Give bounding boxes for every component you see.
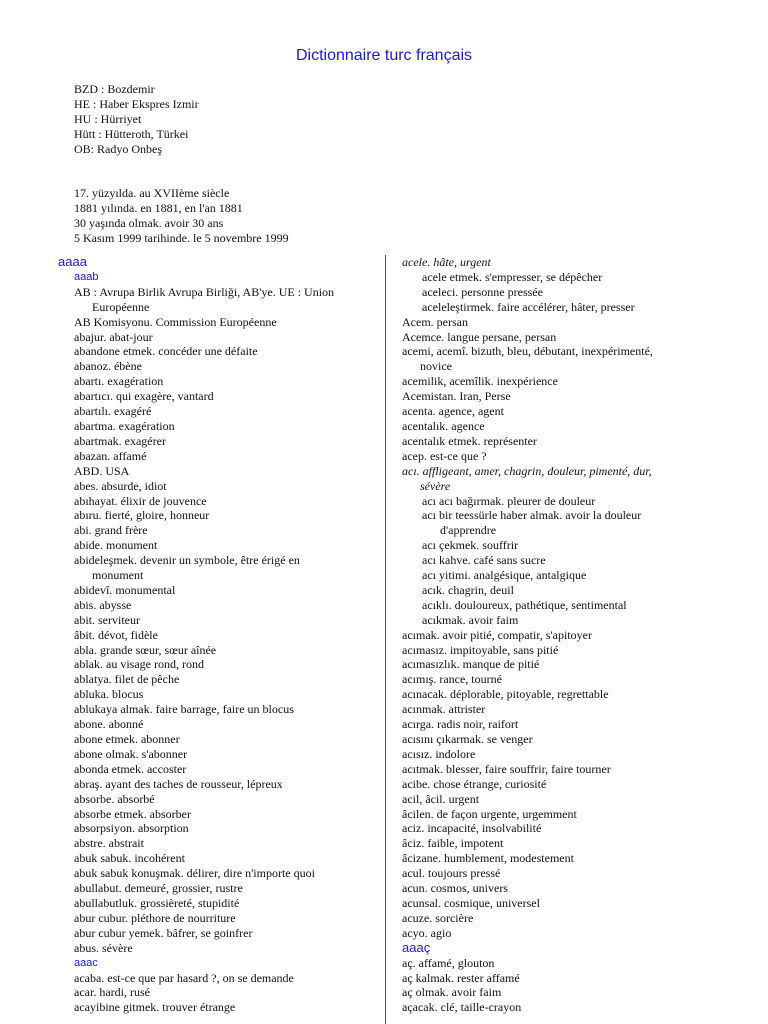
entry-text: acemi, acemî. bizuth, bleu, débutant, inexpérimenté, bbox=[402, 344, 653, 359]
dictionary-entry bbox=[402, 702, 702, 717]
dictionary-entry bbox=[402, 330, 702, 345]
abbreviation-item: OB: Radyo Onbeş bbox=[74, 142, 162, 156]
dictionary-entry bbox=[402, 881, 702, 896]
entry-text: acısını çıkarmak. se venger bbox=[402, 732, 533, 746]
entry-text: abes. absurde, idiot bbox=[74, 478, 167, 493]
dictionary-entry bbox=[402, 404, 702, 419]
entry-text: abone etmek. abonner bbox=[74, 732, 180, 746]
entry-text: abonda etmek. accoster bbox=[74, 761, 187, 776]
abbreviation-item: Hütt : Hütteroth, Türkei bbox=[74, 127, 189, 141]
dictionary-entry bbox=[58, 389, 376, 404]
dictionary-entry bbox=[402, 508, 702, 538]
example-item: 30 yaşında olmak. avoir 30 ans bbox=[74, 216, 224, 230]
dictionary-entry bbox=[402, 985, 702, 1000]
dictionary-entry bbox=[58, 985, 376, 1000]
entry-text: aaaa bbox=[58, 254, 87, 269]
entry-text: ablukaya almak. faire barrage, faire un blocus bbox=[74, 702, 294, 717]
entry-text: acımak. avoir pitié, compatir, s'apitoyer bbox=[402, 627, 592, 642]
entry-text: abıru. fierté, gloire, honneur bbox=[74, 508, 210, 523]
entry-text: acele. hâte, urgent bbox=[402, 255, 491, 269]
abbreviation-item: BZD : Bozdemir bbox=[74, 82, 155, 96]
example-item: 1881 yılında. en 1881, en l'an 1881 bbox=[74, 201, 243, 215]
dictionary-entry bbox=[58, 434, 376, 449]
entry-text: âciz. faible, impotent bbox=[402, 836, 504, 851]
entry-text: acele etmek. s'empresser, se dépêcher bbox=[422, 269, 603, 284]
dictionary-entry bbox=[402, 657, 702, 672]
dictionary-entry bbox=[58, 404, 376, 419]
dictionary-entry bbox=[58, 508, 376, 523]
entry-text: acep. est-ce que ? bbox=[402, 448, 487, 463]
entry-text: acınmak. attrister bbox=[402, 702, 486, 717]
dictionary-entry bbox=[58, 866, 376, 881]
dictionary-entry bbox=[402, 643, 702, 658]
dictionary-entry bbox=[58, 926, 376, 941]
dictionary-entry bbox=[402, 419, 702, 434]
dictionary-entry bbox=[402, 956, 702, 971]
dictionary-entry bbox=[58, 881, 376, 896]
dictionary-entry bbox=[402, 344, 702, 374]
entry-text: acı yitimi. analgésique, antalgique bbox=[422, 568, 587, 583]
entry-text: abazan. affamé bbox=[74, 448, 147, 463]
dictionary-entry bbox=[402, 255, 702, 270]
dictionary-entry bbox=[58, 613, 376, 628]
entry-text: acyo. agio bbox=[402, 925, 452, 940]
dictionary-entry bbox=[402, 583, 702, 598]
entry-text: Acemce. langue persane, persan bbox=[402, 329, 557, 344]
dictionary-entry bbox=[402, 538, 702, 553]
entry-text: acı acı bağırmak. pleurer de douleur bbox=[422, 493, 596, 508]
entry-text: abus. sévère bbox=[74, 940, 133, 955]
entry-continuation: monument bbox=[92, 568, 144, 583]
dictionary-entry bbox=[58, 821, 376, 836]
dictionary-entry bbox=[58, 851, 376, 866]
dictionary-entry bbox=[58, 598, 376, 613]
entry-text: acıklı. douloureux, pathétique, sentimental bbox=[422, 597, 627, 612]
entry-continuation: d'apprendre bbox=[440, 523, 497, 538]
entry-text: aceleleştirmek. faire accélérer, hâter, presser bbox=[422, 299, 635, 314]
subsection-header bbox=[58, 270, 376, 285]
entry-text: açacak. clé, taille-crayon bbox=[402, 1000, 522, 1015]
dictionary-entry bbox=[58, 717, 376, 732]
dictionary-entry bbox=[402, 926, 702, 941]
abbreviation-item: HU : Hürriyet bbox=[74, 112, 142, 126]
dictionary-entry bbox=[58, 359, 376, 374]
entry-text: aceleci. personne pressée bbox=[422, 284, 543, 299]
dictionary-entry bbox=[58, 315, 376, 330]
entry-text: acar. hardi, rusé bbox=[74, 985, 150, 1000]
dictionary-entry bbox=[402, 777, 702, 792]
dictionary-entry bbox=[58, 657, 376, 672]
entry-text: abide. monument bbox=[74, 538, 158, 553]
dictionary-entry bbox=[402, 792, 702, 807]
dictionary-entry bbox=[58, 523, 376, 538]
entry-text: acaba. est-ce que par hasard ?, on se demande bbox=[74, 970, 294, 985]
entry-text: acıkmak. avoir faim bbox=[422, 612, 519, 627]
entry-text: abis. abysse bbox=[74, 597, 132, 612]
entry-text: abullabut. demeuré, grossier, rustre bbox=[74, 881, 243, 896]
dictionary-entry bbox=[58, 330, 376, 345]
dictionary-entry bbox=[402, 866, 702, 881]
dictionary-entry bbox=[402, 389, 702, 404]
dictionary-entry bbox=[58, 494, 376, 509]
entry-text: Acem. persan bbox=[402, 314, 468, 329]
dictionary-entry bbox=[402, 1000, 702, 1015]
entry-text: acırga. radis noir, raifort bbox=[402, 717, 519, 732]
entry-text: âcilen. de façon urgente, urgemment bbox=[402, 806, 577, 821]
dictionary-entry bbox=[402, 762, 702, 777]
dictionary-entry bbox=[58, 344, 376, 359]
entry-text: abstre. abstrait bbox=[74, 836, 144, 851]
entry-text: absorbe etmek. absorber bbox=[74, 806, 191, 821]
dictionary-entry bbox=[58, 672, 376, 687]
entry-text: acibe. chose étrange, curiosité bbox=[402, 776, 547, 791]
dictionary-entry bbox=[58, 1000, 376, 1015]
dictionary-entry bbox=[402, 494, 702, 509]
entry-text: acentalık. agence bbox=[402, 418, 485, 433]
dictionary-entry bbox=[402, 821, 702, 836]
entry-text: aciz. incapacité, insolvabilité bbox=[402, 821, 542, 836]
dictionary-entry bbox=[58, 687, 376, 702]
entry-text: abajur. abat-jour bbox=[74, 329, 153, 344]
abbreviation-list bbox=[74, 82, 199, 157]
dictionary-entry bbox=[402, 285, 702, 300]
dictionary-entry bbox=[58, 419, 376, 434]
entry-text: âcizane. humblement, modestement bbox=[402, 851, 574, 866]
dictionary-entry bbox=[402, 971, 702, 986]
dictionary-entry bbox=[402, 315, 702, 330]
left-column bbox=[58, 255, 376, 1015]
dictionary-entry bbox=[402, 598, 702, 613]
dictionary-entry bbox=[402, 613, 702, 628]
entry-text: aç olmak. avoir faim bbox=[402, 985, 502, 1000]
entry-text: acımasız. impitoyable, sans pitié bbox=[402, 642, 559, 657]
entry-text: abi. grand frère bbox=[74, 523, 148, 538]
dictionary-entry bbox=[58, 464, 376, 479]
entry-text: aç kalmak. rester affamé bbox=[402, 970, 520, 985]
entry-text: acımış. rance, tourné bbox=[402, 672, 502, 687]
entry-text: aaab bbox=[74, 270, 99, 283]
entry-text: acık. chagrin, deuil bbox=[422, 582, 514, 597]
dictionary-entry bbox=[58, 538, 376, 553]
entry-text: abuk sabuk. incohérent bbox=[74, 851, 185, 866]
dictionary-entry bbox=[58, 374, 376, 389]
entry-text: abur cubur. pléthore de nourriture bbox=[74, 910, 236, 925]
entry-text: abartma. exagération bbox=[74, 418, 175, 433]
dictionary-entry bbox=[58, 449, 376, 464]
dictionary-entry bbox=[58, 643, 376, 658]
entry-text: acıtmak. blesser, faire souffrir, faire tourner bbox=[402, 761, 611, 776]
dictionary-entry bbox=[58, 583, 376, 598]
entry-text: abıhayat. élixir de jouvence bbox=[74, 493, 207, 508]
entry-continuation: sévère bbox=[420, 478, 451, 493]
entry-text: abidevî. monumental bbox=[74, 582, 176, 597]
entry-text: acun. cosmos, univers bbox=[402, 881, 508, 896]
entry-text: abluka. blocus bbox=[74, 687, 144, 702]
dictionary-entry bbox=[402, 374, 702, 389]
dictionary-entry bbox=[402, 717, 702, 732]
column-divider bbox=[385, 255, 386, 1024]
entry-text: acayibine gitmek. trouver étrange bbox=[74, 1000, 236, 1015]
entry-text: abartıcı. qui exagère, vantard bbox=[74, 389, 214, 404]
dictionary-entry bbox=[402, 851, 702, 866]
dictionary-entry bbox=[58, 792, 376, 807]
dictionary-entry bbox=[402, 434, 702, 449]
entry-text: acı çekmek. souffrir bbox=[422, 538, 519, 553]
entry-text: abartılı. exagéré bbox=[74, 404, 152, 419]
dictionary-entry bbox=[402, 449, 702, 464]
entry-text: acenta. agence, agent bbox=[402, 404, 504, 419]
entry-text: âbit. dévot, fidèle bbox=[74, 627, 158, 642]
example-item: 17. yüzyılda. au XVIIème siècle bbox=[74, 186, 230, 200]
entry-text: aaaç bbox=[402, 939, 431, 955]
page-title: Dictionnaire turc français bbox=[295, 47, 473, 64]
dictionary-entry bbox=[58, 941, 376, 956]
entry-text: acınacak. déplorable, pitoyable, regrettable bbox=[402, 687, 609, 702]
entry-text: abuk sabuk konuşmak. délirer, dire n'importe quoi bbox=[74, 866, 315, 881]
dictionary-entry bbox=[402, 836, 702, 851]
dictionary-entry bbox=[58, 479, 376, 494]
dictionary-entry bbox=[58, 285, 376, 315]
dictionary-entry bbox=[58, 911, 376, 926]
entry-text: abanoz. ébène bbox=[74, 359, 142, 374]
dictionary-entry bbox=[402, 807, 702, 822]
entry-text: abullabutluk. grossièreté, stupidité bbox=[74, 895, 240, 910]
entry-text: acunsal. cosmique, universel bbox=[402, 895, 540, 910]
entry-text: acul. toujours pressé bbox=[402, 866, 501, 881]
dictionary-entry bbox=[402, 747, 702, 762]
entry-text: acemilik, acemîlik. inexpérience bbox=[402, 374, 558, 389]
dictionary-entry bbox=[58, 747, 376, 762]
dictionary-entry bbox=[58, 896, 376, 911]
entry-text: acısız. indolore bbox=[402, 746, 476, 761]
section-header bbox=[58, 255, 376, 270]
entry-text: abla. grande sœur, sœur aînée bbox=[74, 642, 217, 657]
dictionary-entry bbox=[58, 807, 376, 822]
entry-text: ABD. USA bbox=[74, 463, 130, 478]
entry-continuation: Européenne bbox=[92, 299, 150, 314]
subsection-header bbox=[58, 956, 376, 971]
dictionary-entry bbox=[402, 732, 702, 747]
section-header bbox=[402, 941, 702, 956]
entry-text: abone olmak. s'abonner bbox=[74, 746, 188, 761]
entry-text: abit. serviteur bbox=[74, 612, 140, 627]
abbreviation-item: HE : Haber Ekspres Izmir bbox=[74, 97, 199, 111]
entry-text: abur cubur yemek. bâfrer, se goinfrer bbox=[74, 925, 253, 940]
dictionary-entry bbox=[402, 911, 702, 926]
dictionary-entry bbox=[58, 777, 376, 792]
entry-text: abone. abonné bbox=[74, 717, 144, 732]
entry-text: abandone etmek. concéder une défaite bbox=[74, 344, 258, 359]
entry-text: acı. affligeant, amer, chagrin, douleur, pimenté, dur, bbox=[402, 463, 652, 478]
entry-text: ablatya. filet de pêche bbox=[74, 672, 180, 687]
entry-text: absorpsiyon. absorption bbox=[74, 821, 189, 836]
entry-text: aaac bbox=[74, 956, 98, 969]
dictionary-entry bbox=[58, 836, 376, 851]
dictionary-entry bbox=[402, 568, 702, 583]
entry-text: absorbe. absorbé bbox=[74, 791, 155, 806]
dictionary-entry bbox=[402, 628, 702, 643]
dictionary-entry bbox=[58, 732, 376, 747]
dictionary-entry bbox=[58, 628, 376, 643]
dictionary-entry bbox=[402, 687, 702, 702]
entry-text: acımasızlık. manque de pitié bbox=[402, 657, 540, 672]
entry-text: abraş. ayant des taches de rousseur, lépreux bbox=[74, 776, 283, 791]
dictionary-entry bbox=[402, 672, 702, 687]
entry-text: ablak. au visage rond, rond bbox=[74, 657, 204, 672]
entry-continuation: novice bbox=[420, 359, 452, 374]
dictionary-entry bbox=[402, 553, 702, 568]
dictionary-entry bbox=[58, 553, 376, 583]
right-column bbox=[402, 255, 702, 1015]
dictionary-entry bbox=[58, 762, 376, 777]
entry-text: AB Komisyonu. Commission Européenne bbox=[74, 314, 277, 329]
entry-text: acı bir teessürle haber almak. avoir la douleur bbox=[422, 508, 642, 523]
dictionary-entry bbox=[402, 300, 702, 315]
entry-text: acil, âcil. urgent bbox=[402, 791, 480, 806]
dictionary-entry bbox=[58, 971, 376, 986]
dictionary-entry bbox=[402, 464, 702, 494]
entry-text: abartı. exagération bbox=[74, 374, 164, 389]
example-item: 5 Kasım 1999 tarihinde. le 5 novembre 1999 bbox=[74, 231, 289, 245]
entry-text: aç. affamé, glouton bbox=[402, 955, 495, 970]
entry-text: abideleşmek. devenir un symbole, être érigé en bbox=[74, 553, 300, 568]
example-list bbox=[74, 186, 289, 246]
dictionary-entry bbox=[402, 896, 702, 911]
entry-text: AB : Avrupa Birlik Avrupa Birliği, AB'ye. UE : Union bbox=[74, 284, 335, 299]
dictionary-entry bbox=[58, 702, 376, 717]
entry-text: acı kahve. café sans sucre bbox=[422, 553, 546, 568]
entry-text: Acemistan. Iran, Perse bbox=[402, 389, 511, 404]
entry-text: acentalık etmek. représenter bbox=[402, 433, 537, 448]
entry-text: abartmak. exagérer bbox=[74, 433, 166, 448]
dictionary-entry bbox=[402, 270, 702, 285]
entry-text: acuze. sorcière bbox=[402, 910, 474, 925]
